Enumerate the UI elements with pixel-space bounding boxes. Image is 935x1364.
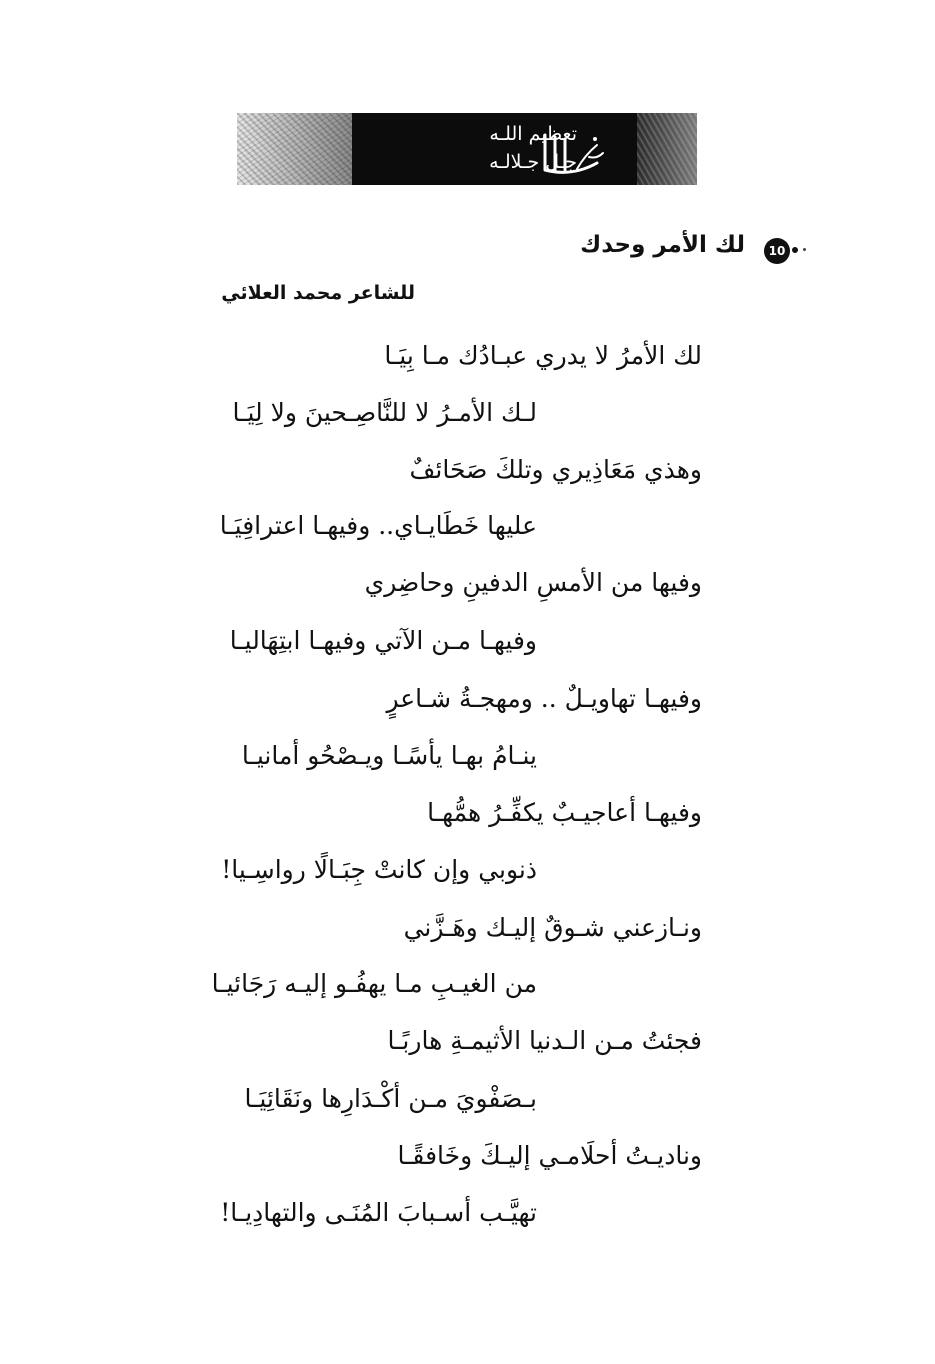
verse-line: وفيهـا تهاويـلٌ .. ومهجـةُ شـاعرٍ: [386, 684, 702, 713]
verse-line: وفيها من الأمسِ الدفينِ وحاضِري: [364, 568, 702, 597]
allah-calligraphy-icon: [537, 125, 609, 175]
verse-line: وفيهـا مـن الآتي وفيهـا ابتِهَاليـا: [229, 626, 537, 655]
verse-line: من الغيـبِ مـا يهفُـو إليـه رَجَائيـا: [211, 969, 537, 998]
poem-title: لك الأمر وحدك: [580, 232, 745, 258]
banner-subtitle: جـل جـلالـه: [489, 151, 577, 173]
banner-right-texture: [637, 113, 697, 185]
verse-line: بـصَفْويَ مـن أكْـدَارِها ونَقَائِيَـا: [244, 1084, 537, 1113]
verse-line: تهيَّـب أسـبابَ المُنَـى والتهادِيـا!: [220, 1198, 537, 1227]
verse-line: ذنوبي وإن كانتْ جِبَـالًا رواسِـيا!: [221, 855, 537, 884]
banner-title: تعظيم اللـه: [489, 123, 577, 145]
poem-number-badge: 10: [764, 238, 790, 264]
verse-line: ونـازعني شـوقٌ إليـك وهَـزَّني: [403, 913, 702, 942]
badge-mark: [803, 248, 806, 251]
verse-line: فجئتُ مـن الـدنيا الأثيمـةِ هاربًـا: [387, 1026, 702, 1055]
verse-line: وناديـتُ أحلَامـي إليـكَ وخَافقًـا: [397, 1141, 702, 1170]
verse-line: لـك الأمـرُ لا للنَّاصِـحينَ ولا لِيَـا: [232, 398, 537, 427]
badge-dot: [792, 247, 798, 253]
verse-line: وهذي مَعَاذِيري وتلكَ صَحَائفٌ: [409, 455, 702, 484]
header-banner: [237, 113, 697, 185]
verse-line: ينـامُ بهـا يأسًـا ويـصْحُو أمانيـا: [241, 741, 537, 770]
verse-line: وفيهـا أعاجيـبٌ يكفِّـرُ همُّهـا: [427, 798, 702, 827]
verse-line: لك الأمرُ لا يدري عبـادُك مـا بِيَـا: [384, 341, 702, 370]
verse-line: عليها خَطَايـاي.. وفيهـا اعترافِيَـا: [219, 511, 537, 540]
poet-name: للشاعر محمد العلائي: [221, 282, 415, 304]
banner-left-texture: [237, 113, 355, 185]
